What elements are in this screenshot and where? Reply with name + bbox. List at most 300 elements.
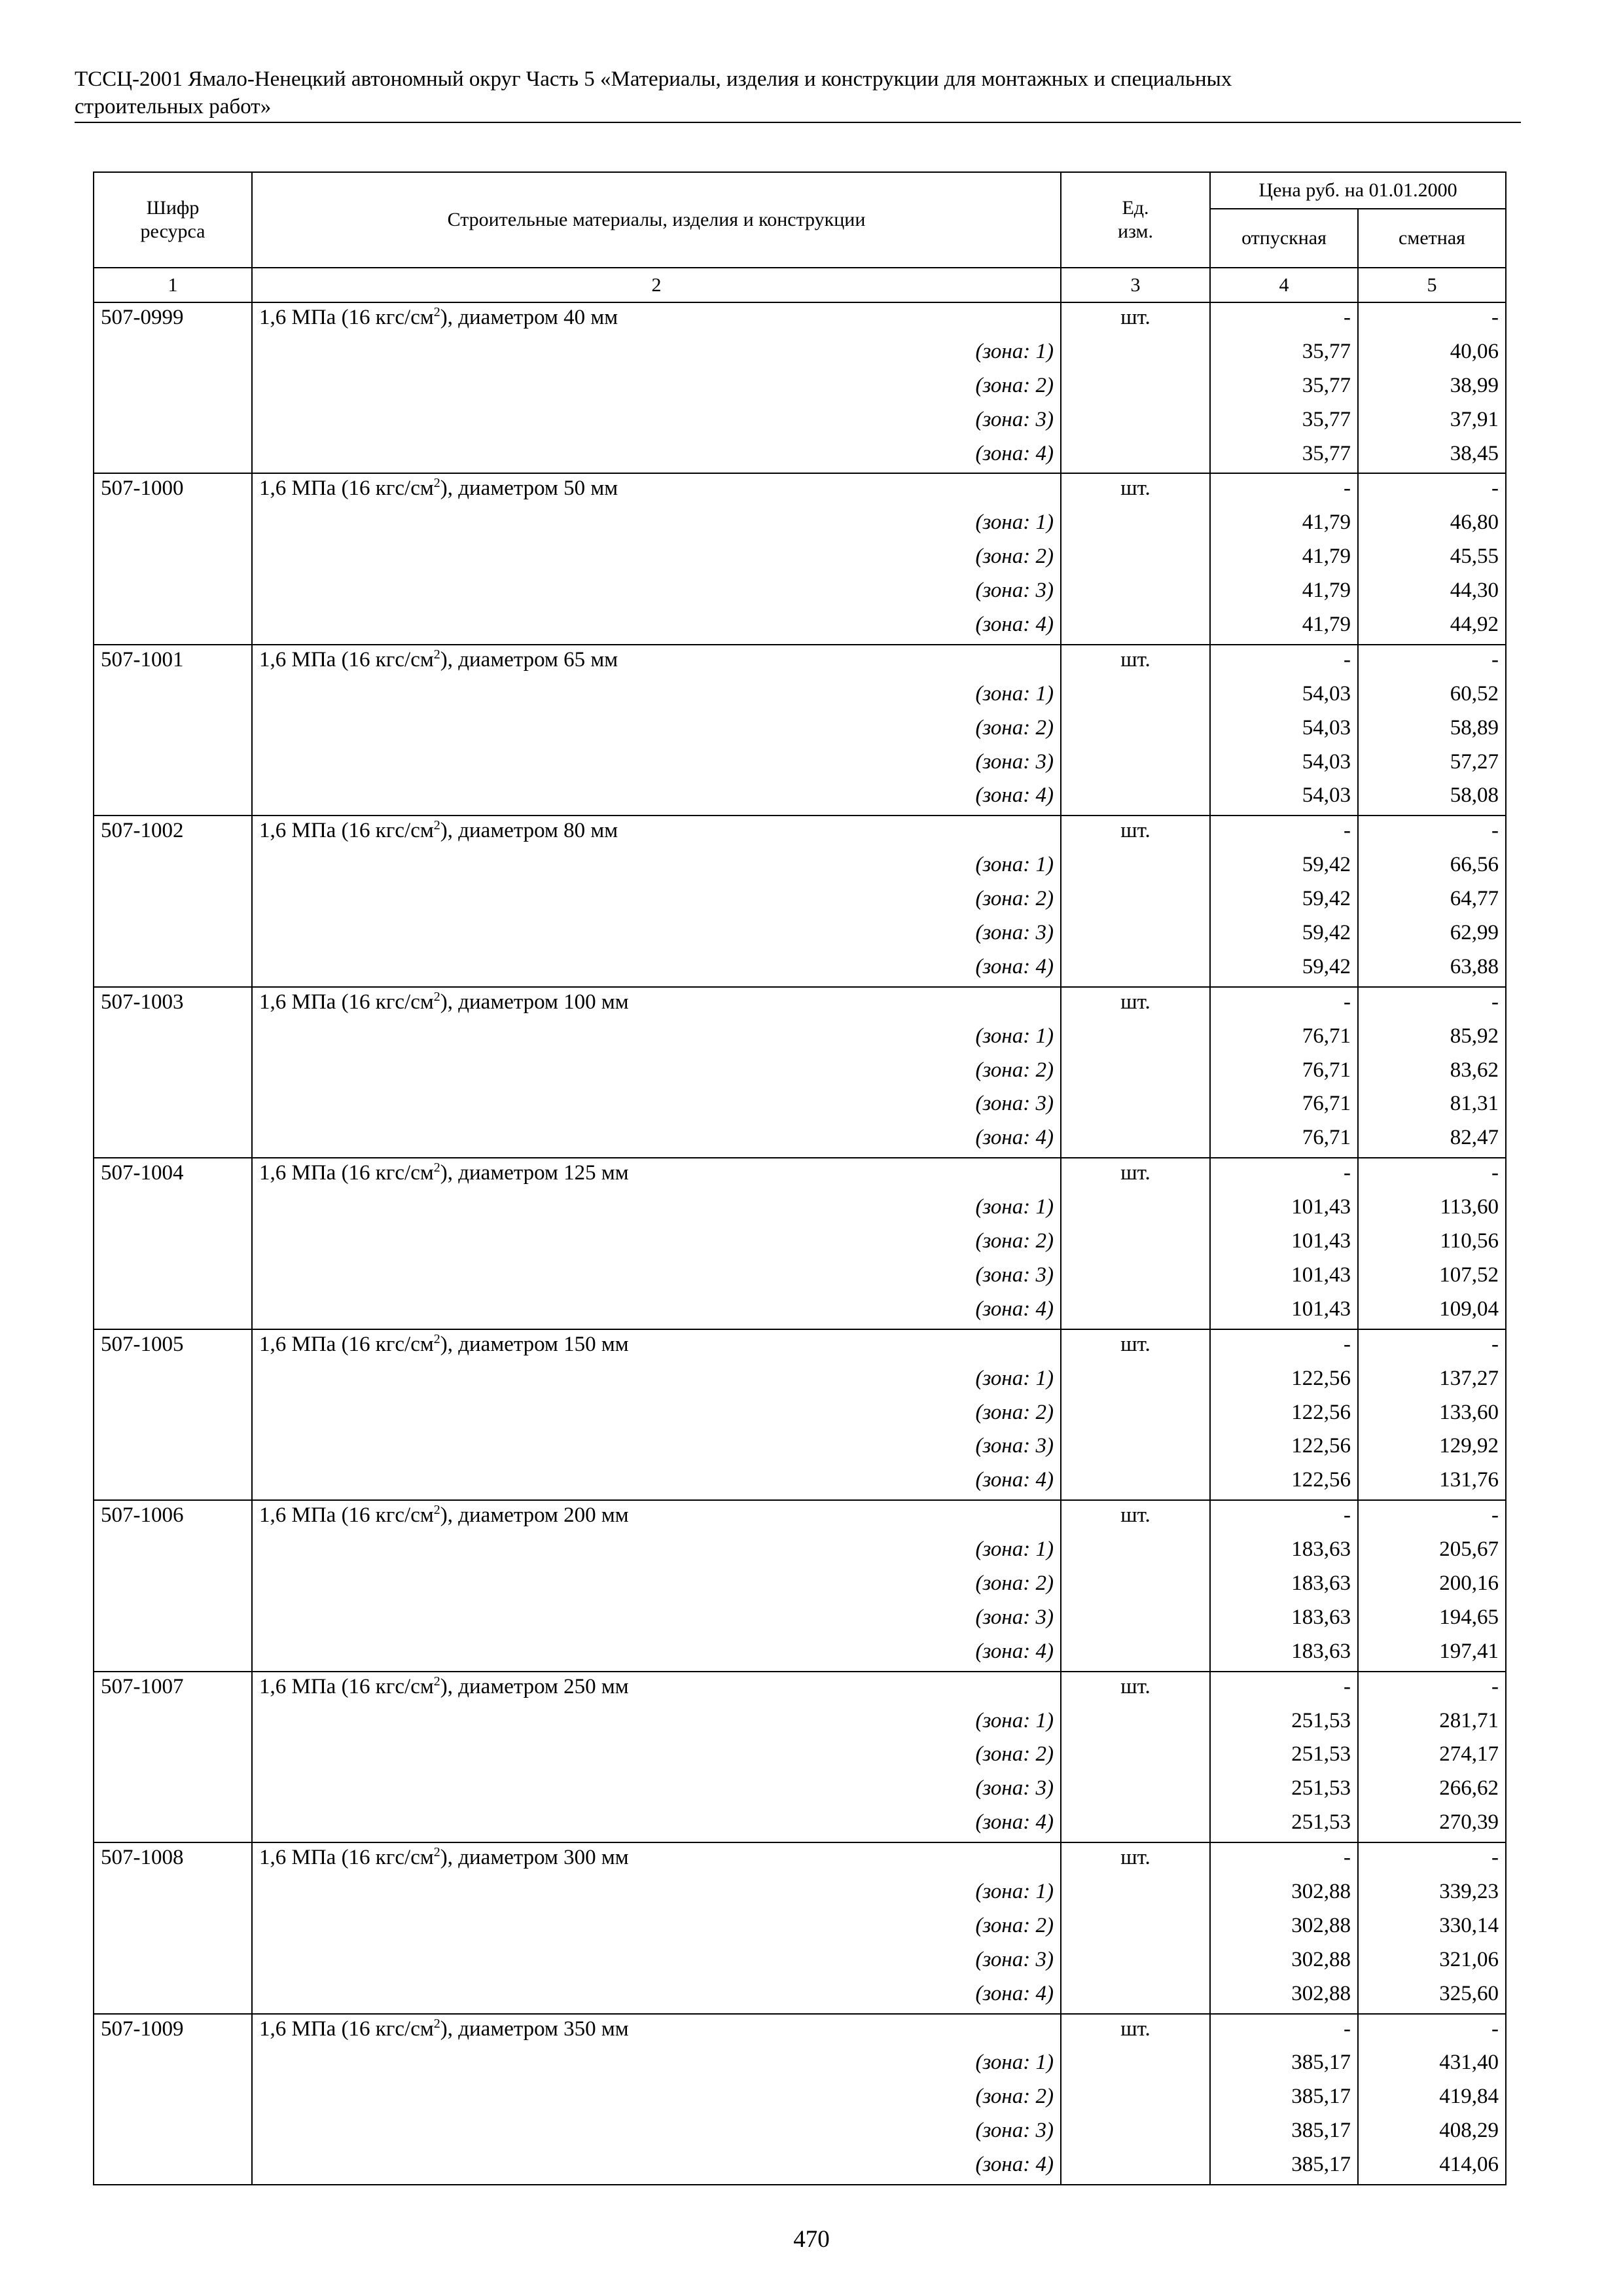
price-estimate: 37,91 — [1358, 405, 1506, 439]
price-estimate: - — [1358, 987, 1506, 1022]
zone-row — [94, 1465, 1506, 1500]
item-name-superscript: 2 — [433, 1674, 440, 1689]
item-name — [252, 987, 1061, 1022]
price-release: 76,71 — [1210, 1089, 1358, 1123]
empty-cell — [1061, 610, 1210, 645]
price-release: - — [1210, 2014, 1358, 2049]
price-estimate: 109,04 — [1358, 1295, 1506, 1329]
zone-row — [94, 918, 1506, 952]
item-name-prefix: 1,6 МПа (16 кгс/см — [259, 647, 434, 672]
column-number-1: 1 — [94, 268, 252, 302]
price-release: - — [1210, 645, 1358, 679]
price-estimate: - — [1358, 1842, 1506, 1877]
empty-cell — [1061, 1945, 1210, 1979]
price-estimate: 431,40 — [1358, 2048, 1506, 2082]
item-name-prefix: 1,6 МПа (16 кгс/см — [259, 1674, 434, 1698]
zone-label: (зона: 3) — [252, 1431, 1061, 1465]
zone-label: (зона: 4) — [252, 952, 1061, 987]
price-table — [93, 171, 1507, 2185]
empty-cell — [94, 918, 252, 952]
zone-row — [94, 1603, 1506, 1637]
item-name — [252, 1500, 1061, 1535]
price-estimate: 270,39 — [1358, 1808, 1506, 1842]
empty-cell — [1061, 918, 1210, 952]
zone-row — [94, 884, 1506, 918]
empty-cell — [94, 1364, 252, 1398]
item-name-suffix: ), диаметром 80 мм — [440, 819, 618, 843]
item-name-superscript: 2 — [433, 2016, 440, 2031]
zone-row — [94, 1911, 1506, 1945]
price-estimate: 57,27 — [1358, 747, 1506, 781]
item-name — [252, 816, 1061, 850]
price-estimate: 82,47 — [1358, 1123, 1506, 1158]
empty-cell — [1061, 1911, 1210, 1945]
item-name-suffix: ), диаметром 40 мм — [440, 306, 618, 329]
price-release: 183,63 — [1210, 1569, 1358, 1603]
empty-cell — [1061, 405, 1210, 439]
empty-cell — [94, 337, 252, 371]
zone-row — [94, 1637, 1506, 1672]
price-estimate: - — [1358, 302, 1506, 337]
price-release: - — [1210, 1500, 1358, 1535]
price-estimate: - — [1358, 1329, 1506, 1364]
zone-label: (зона: 2) — [252, 2082, 1061, 2116]
zone-row — [94, 2150, 1506, 2185]
zone-label: (зона: 2) — [252, 371, 1061, 405]
zone-label: (зона: 3) — [252, 918, 1061, 952]
empty-cell — [1061, 1774, 1210, 1808]
price-estimate: 330,14 — [1358, 1911, 1506, 1945]
zone-label: (зона: 1) — [252, 508, 1061, 542]
resource-code: 507-1009 — [94, 2014, 252, 2049]
empty-cell — [94, 2116, 252, 2150]
price-estimate: - — [1358, 1672, 1506, 1706]
zone-label: (зона: 4) — [252, 439, 1061, 474]
zone-label: (зона: 1) — [252, 1706, 1061, 1740]
column-header-price-release: отпускная — [1210, 209, 1358, 268]
price-estimate: 113,60 — [1358, 1193, 1506, 1227]
item-name — [252, 645, 1061, 679]
zone-label: (зона: 3) — [252, 1945, 1061, 1979]
empty-cell — [1061, 1089, 1210, 1123]
empty-cell — [94, 1431, 252, 1465]
item-name-superscript: 2 — [433, 818, 440, 833]
empty-cell — [94, 1740, 252, 1774]
item-name-suffix: ), диаметром 350 мм — [440, 2017, 629, 2041]
zone-row — [94, 610, 1506, 645]
empty-cell — [94, 1637, 252, 1672]
resource-code: 507-1002 — [94, 816, 252, 850]
empty-cell — [1061, 1740, 1210, 1774]
price-release: 76,71 — [1210, 1056, 1358, 1090]
price-release: 302,88 — [1210, 1945, 1358, 1979]
empty-cell — [94, 1123, 252, 1158]
price-release: 101,43 — [1210, 1295, 1358, 1329]
zone-row — [94, 1056, 1506, 1090]
unit-of-measure: шт. — [1061, 2014, 1210, 2049]
zone-row — [94, 508, 1506, 542]
zone-row — [94, 679, 1506, 713]
column-number-5: 5 — [1358, 268, 1506, 302]
empty-cell — [94, 1808, 252, 1842]
price-estimate: 44,30 — [1358, 576, 1506, 610]
item-name-suffix: ), диаметром 200 мм — [440, 1503, 629, 1528]
price-release: - — [1210, 1672, 1358, 1706]
zone-label: (зона: 3) — [252, 1603, 1061, 1637]
column-number-3: 3 — [1061, 268, 1210, 302]
zone-row — [94, 1022, 1506, 1056]
price-estimate: 38,99 — [1358, 371, 1506, 405]
price-release: 101,43 — [1210, 1193, 1358, 1227]
price-release: 35,77 — [1210, 405, 1358, 439]
price-release: 41,79 — [1210, 610, 1358, 645]
zone-row — [94, 439, 1506, 474]
table-row — [94, 1158, 1506, 1193]
empty-cell — [1061, 952, 1210, 987]
unit-of-measure: шт. — [1061, 473, 1210, 508]
zone-label: (зона: 2) — [252, 1056, 1061, 1090]
zone-label: (зона: 3) — [252, 1774, 1061, 1808]
zone-row — [94, 952, 1506, 987]
empty-cell — [1061, 1056, 1210, 1090]
empty-cell — [94, 2150, 252, 2185]
zone-label: (зона: 2) — [252, 1398, 1061, 1432]
item-name — [252, 1672, 1061, 1706]
empty-cell — [94, 542, 252, 576]
price-release: 41,79 — [1210, 508, 1358, 542]
item-name — [252, 1158, 1061, 1193]
empty-cell — [1061, 337, 1210, 371]
price-release: 183,63 — [1210, 1535, 1358, 1569]
empty-cell — [94, 1706, 252, 1740]
price-release: - — [1210, 987, 1358, 1022]
zone-row — [94, 2048, 1506, 2082]
empty-cell — [94, 1465, 252, 1500]
item-name-prefix: 1,6 МПа (16 кгс/см — [259, 306, 434, 329]
zone-label: (зона: 4) — [252, 1465, 1061, 1500]
price-release: 35,77 — [1210, 439, 1358, 474]
table-row — [94, 1672, 1506, 1706]
item-name-suffix: ), диаметром 100 мм — [440, 990, 629, 1014]
empty-cell — [94, 1295, 252, 1329]
item-name-superscript: 2 — [433, 989, 440, 1004]
zone-row — [94, 1295, 1506, 1329]
empty-cell — [1061, 1706, 1210, 1740]
item-name-suffix: ), диаметром 50 мм — [440, 476, 618, 501]
zone-row — [94, 747, 1506, 781]
price-estimate: 83,62 — [1358, 1056, 1506, 1090]
empty-cell — [94, 781, 252, 816]
price-release: 302,88 — [1210, 1877, 1358, 1911]
empty-cell — [94, 1603, 252, 1637]
unit-of-measure: шт. — [1061, 816, 1210, 850]
price-release: 385,17 — [1210, 2116, 1358, 2150]
resource-code: 507-1008 — [94, 1842, 252, 1877]
unit-of-measure: шт. — [1061, 1672, 1210, 1706]
empty-cell — [1061, 713, 1210, 747]
empty-cell — [1061, 1535, 1210, 1569]
page-number: 470 — [793, 2226, 830, 2253]
item-name-superscript: 2 — [433, 1160, 440, 1175]
empty-cell — [94, 1022, 252, 1056]
page-header — [75, 65, 1521, 120]
price-estimate: 58,89 — [1358, 713, 1506, 747]
unit-of-measure: шт. — [1061, 645, 1210, 679]
price-estimate: 107,52 — [1358, 1261, 1506, 1295]
price-estimate: - — [1358, 1158, 1506, 1193]
price-release: 76,71 — [1210, 1022, 1358, 1056]
empty-cell — [94, 2048, 252, 2082]
price-release: 54,03 — [1210, 747, 1358, 781]
resource-code: 507-1003 — [94, 987, 252, 1022]
empty-cell — [1061, 371, 1210, 405]
price-estimate: 46,80 — [1358, 508, 1506, 542]
price-estimate: 110,56 — [1358, 1227, 1506, 1261]
empty-cell — [1061, 1877, 1210, 1911]
price-estimate: 266,62 — [1358, 1774, 1506, 1808]
zone-label: (зона: 4) — [252, 2150, 1061, 2185]
price-release: 59,42 — [1210, 952, 1358, 987]
price-estimate: 408,29 — [1358, 2116, 1506, 2150]
item-name-superscript: 2 — [433, 305, 440, 319]
price-estimate: 45,55 — [1358, 542, 1506, 576]
item-name — [252, 2014, 1061, 2049]
item-name-prefix: 1,6 МПа (16 кгс/см — [259, 819, 434, 843]
empty-cell — [94, 405, 252, 439]
price-release: 385,17 — [1210, 2082, 1358, 2116]
empty-cell — [1061, 2116, 1210, 2150]
price-release: 122,56 — [1210, 1364, 1358, 1398]
unit-of-measure: шт. — [1061, 987, 1210, 1022]
price-release: 251,53 — [1210, 1740, 1358, 1774]
unit-of-measure: шт. — [1061, 302, 1210, 337]
zone-row — [94, 1706, 1506, 1740]
empty-cell — [1061, 747, 1210, 781]
price-release: 41,79 — [1210, 542, 1358, 576]
zone-label: (зона: 2) — [252, 1227, 1061, 1261]
zone-label: (зона: 1) — [252, 679, 1061, 713]
item-name — [252, 1842, 1061, 1877]
resource-code: 507-0999 — [94, 302, 252, 337]
empty-cell — [1061, 781, 1210, 816]
zone-row — [94, 713, 1506, 747]
empty-cell — [94, 1945, 252, 1979]
item-name-suffix: ), диаметром 65 мм — [440, 647, 618, 672]
item-name-superscript: 2 — [433, 647, 440, 662]
zone-label: (зона: 4) — [252, 1808, 1061, 1842]
zone-label: (зона: 4) — [252, 1123, 1061, 1158]
zone-row — [94, 2116, 1506, 2150]
resource-code: 507-1006 — [94, 1500, 252, 1535]
empty-cell — [1061, 1569, 1210, 1603]
table-row — [94, 1329, 1506, 1364]
zone-row — [94, 1945, 1506, 1979]
price-release: - — [1210, 1329, 1358, 1364]
price-release: 59,42 — [1210, 850, 1358, 884]
empty-cell — [94, 850, 252, 884]
table-row — [94, 987, 1506, 1022]
empty-cell — [94, 1535, 252, 1569]
zone-label: (зона: 1) — [252, 1364, 1061, 1398]
column-header-name: Строительные материалы, изделия и конструкции — [252, 172, 1061, 268]
price-estimate: 321,06 — [1358, 1945, 1506, 1979]
price-estimate: 414,06 — [1358, 2150, 1506, 2185]
price-release: 302,88 — [1210, 1979, 1358, 2014]
price-release: 385,17 — [1210, 2048, 1358, 2082]
table-row — [94, 302, 1506, 337]
zone-label: (зона: 1) — [252, 1535, 1061, 1569]
zone-row — [94, 1089, 1506, 1123]
zone-label: (зона: 1) — [252, 337, 1061, 371]
zone-label: (зона: 1) — [252, 850, 1061, 884]
zone-label: (зона: 3) — [252, 1261, 1061, 1295]
zone-label: (зона: 2) — [252, 713, 1061, 747]
price-release: 251,53 — [1210, 1706, 1358, 1740]
empty-cell — [94, 610, 252, 645]
empty-cell — [94, 1193, 252, 1227]
price-estimate: 325,60 — [1358, 1979, 1506, 2014]
resource-code: 507-1005 — [94, 1329, 252, 1364]
zone-row — [94, 371, 1506, 405]
zone-label: (зона: 4) — [252, 1979, 1061, 2014]
empty-cell — [94, 371, 252, 405]
price-release: 302,88 — [1210, 1911, 1358, 1945]
price-release: - — [1210, 302, 1358, 337]
header-line-1: ТССЦ-2001 Ямало-Ненецкий автономный округ Часть 5 «Материалы, изделия и конструкции для монтажных и специальных — [75, 67, 1232, 91]
zone-row — [94, 1808, 1506, 1842]
price-release: - — [1210, 816, 1358, 850]
table-row — [94, 1842, 1506, 1877]
empty-cell — [1061, 2082, 1210, 2116]
zone-row — [94, 2082, 1506, 2116]
item-name-prefix: 1,6 МПа (16 кгс/см — [259, 2017, 434, 2041]
price-estimate: 81,31 — [1358, 1089, 1506, 1123]
price-release: - — [1210, 1842, 1358, 1877]
table-row — [94, 2014, 1506, 2049]
item-name — [252, 473, 1061, 508]
zone-row — [94, 781, 1506, 816]
price-estimate: 131,76 — [1358, 1465, 1506, 1500]
item-name-prefix: 1,6 МПа (16 кгс/см — [259, 1332, 434, 1356]
empty-cell — [1061, 1227, 1210, 1261]
empty-cell — [1061, 679, 1210, 713]
zone-row — [94, 1398, 1506, 1432]
item-name-suffix: ), диаметром 125 мм — [440, 1161, 629, 1185]
zone-label: (зона: 2) — [252, 1911, 1061, 1945]
header-line-2: строительных работ» — [75, 95, 272, 118]
price-estimate: 66,56 — [1358, 850, 1506, 884]
zone-row — [94, 1123, 1506, 1158]
zone-label: (зона: 4) — [252, 610, 1061, 645]
price-release: - — [1210, 1158, 1358, 1193]
empty-cell — [1061, 1364, 1210, 1398]
price-release: 122,56 — [1210, 1465, 1358, 1500]
price-estimate: 194,65 — [1358, 1603, 1506, 1637]
price-estimate: - — [1358, 1500, 1506, 1535]
item-name — [252, 302, 1061, 337]
price-estimate: 58,08 — [1358, 781, 1506, 816]
zone-label: (зона: 1) — [252, 2048, 1061, 2082]
item-name-suffix: ), диаметром 300 мм — [440, 1846, 629, 1870]
price-release: 385,17 — [1210, 2150, 1358, 2185]
empty-cell — [1061, 1465, 1210, 1500]
price-release: - — [1210, 473, 1358, 508]
empty-cell — [1061, 1193, 1210, 1227]
zone-label: (зона: 2) — [252, 1740, 1061, 1774]
price-release: 35,77 — [1210, 337, 1358, 371]
empty-cell — [94, 1089, 252, 1123]
empty-cell — [94, 1056, 252, 1090]
zone-row — [94, 405, 1506, 439]
price-release: 101,43 — [1210, 1261, 1358, 1295]
price-release: 183,63 — [1210, 1637, 1358, 1672]
zone-label: (зона: 2) — [252, 542, 1061, 576]
empty-cell — [1061, 1603, 1210, 1637]
empty-cell — [1061, 1398, 1210, 1432]
item-name-superscript: 2 — [433, 1331, 440, 1346]
zone-label: (зона: 3) — [252, 747, 1061, 781]
item-name-prefix: 1,6 МПа (16 кгс/см — [259, 1503, 434, 1528]
price-estimate: - — [1358, 816, 1506, 850]
item-name — [252, 1329, 1061, 1364]
column-header-code: Шифр ресурса — [94, 172, 252, 268]
zone-row — [94, 1227, 1506, 1261]
price-estimate: 205,67 — [1358, 1535, 1506, 1569]
price-release: 76,71 — [1210, 1123, 1358, 1158]
price-estimate: 129,92 — [1358, 1431, 1506, 1465]
zone-label: (зона: 1) — [252, 1193, 1061, 1227]
price-estimate: 60,52 — [1358, 679, 1506, 713]
table-row — [94, 473, 1506, 508]
item-name-prefix: 1,6 МПа (16 кгс/см — [259, 476, 434, 501]
unit-of-measure: шт. — [1061, 1500, 1210, 1535]
price-estimate: 64,77 — [1358, 884, 1506, 918]
empty-cell — [94, 884, 252, 918]
zone-row — [94, 1535, 1506, 1569]
empty-cell — [94, 439, 252, 474]
zone-label: (зона: 3) — [252, 2116, 1061, 2150]
empty-cell — [1061, 508, 1210, 542]
empty-cell — [94, 1877, 252, 1911]
price-release: 59,42 — [1210, 918, 1358, 952]
empty-cell — [1061, 850, 1210, 884]
zone-row — [94, 576, 1506, 610]
price-release: 251,53 — [1210, 1808, 1358, 1842]
empty-cell — [94, 576, 252, 610]
empty-cell — [1061, 884, 1210, 918]
table-row — [94, 816, 1506, 850]
table-body — [94, 302, 1506, 2185]
empty-cell — [1061, 1808, 1210, 1842]
resource-code: 507-1001 — [94, 645, 252, 679]
price-release: 101,43 — [1210, 1227, 1358, 1261]
empty-cell — [1061, 1261, 1210, 1295]
price-estimate: 63,88 — [1358, 952, 1506, 987]
price-estimate: 133,60 — [1358, 1398, 1506, 1432]
item-name-prefix: 1,6 МПа (16 кгс/см — [259, 1161, 434, 1185]
price-estimate: 197,41 — [1358, 1637, 1506, 1672]
price-release: 54,03 — [1210, 781, 1358, 816]
column-number-2: 2 — [252, 268, 1061, 302]
resource-code: 507-1004 — [94, 1158, 252, 1193]
empty-cell — [1061, 1431, 1210, 1465]
zone-row — [94, 1431, 1506, 1465]
item-name-superscript: 2 — [433, 1845, 440, 1860]
price-estimate: 38,45 — [1358, 439, 1506, 474]
zone-row — [94, 1569, 1506, 1603]
empty-cell — [94, 1569, 252, 1603]
zone-label: (зона: 2) — [252, 1569, 1061, 1603]
